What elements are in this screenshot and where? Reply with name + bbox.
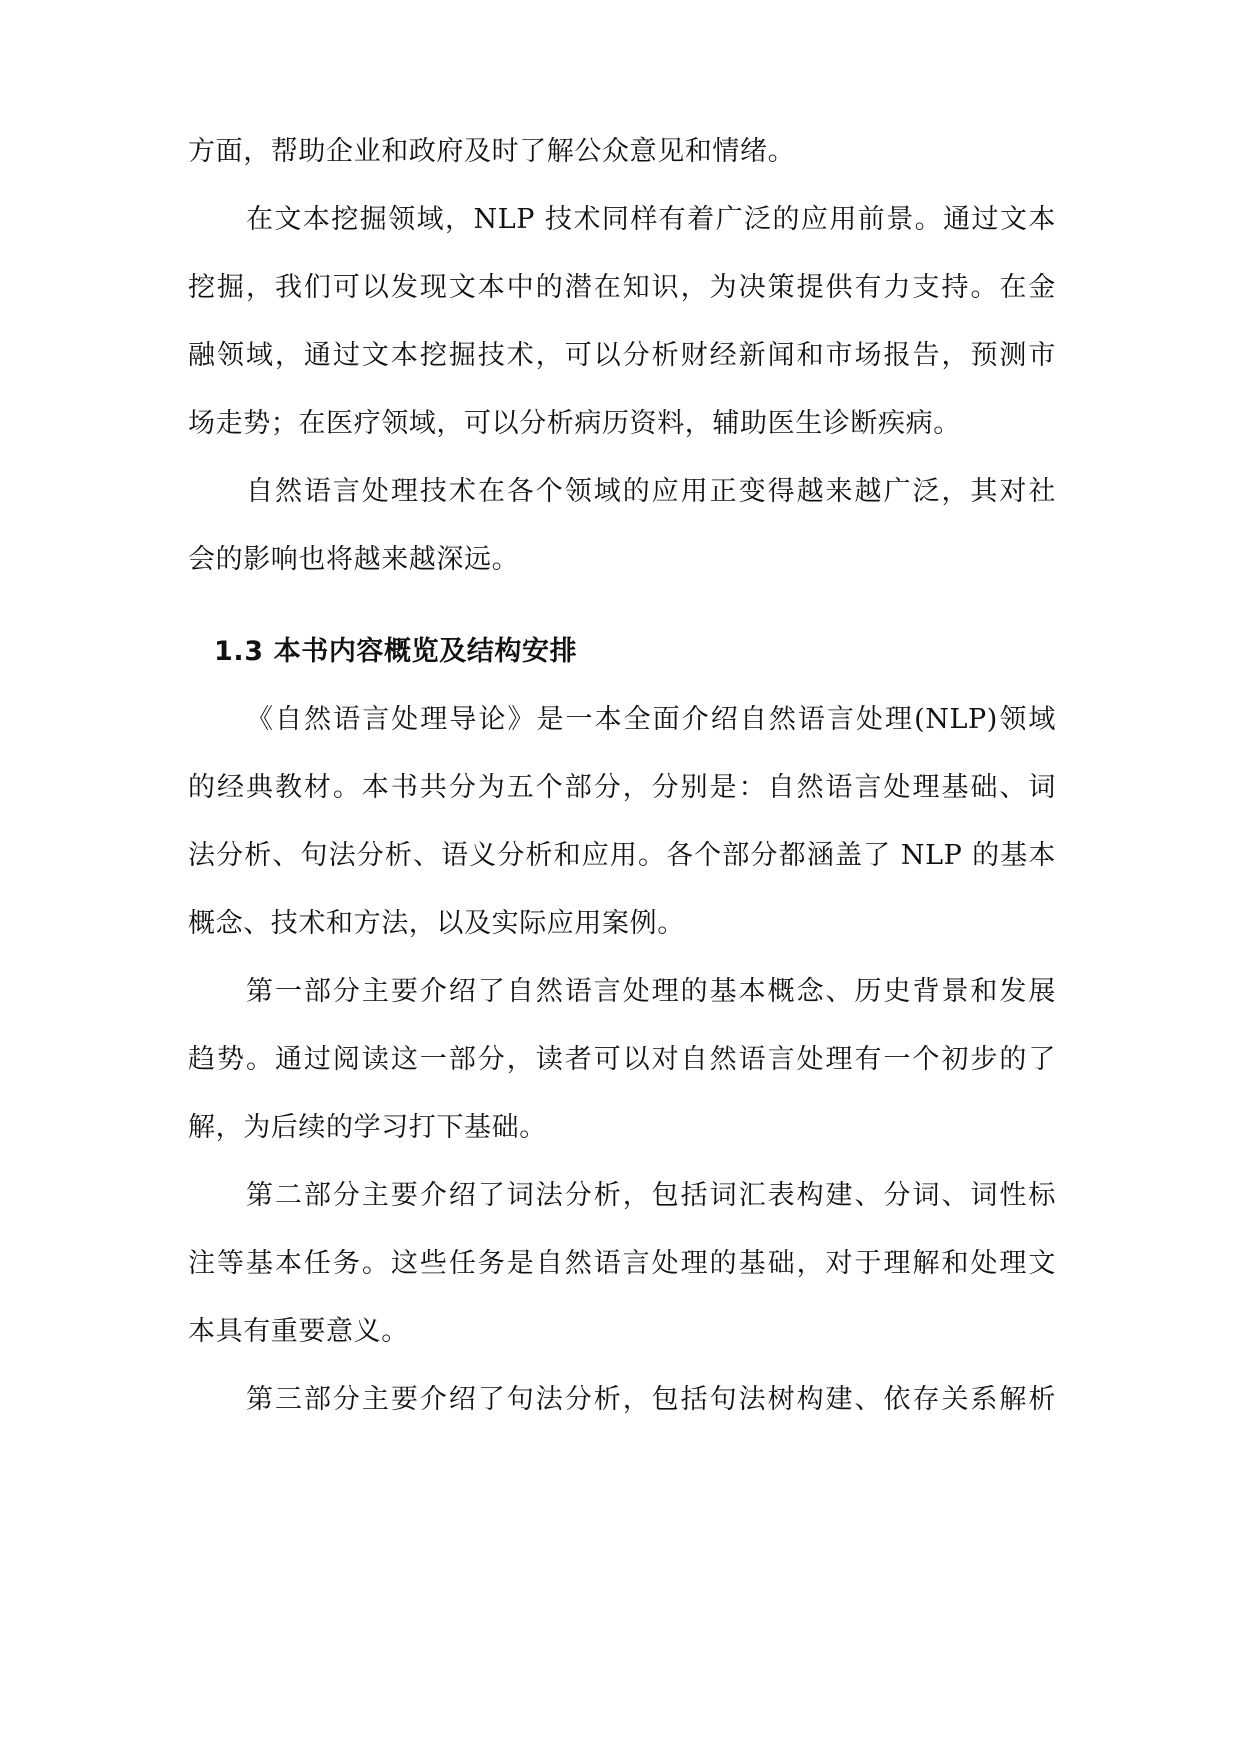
paragraph-line: 融领域，通过文本挖掘技术，可以分析财经新闻和市场报告，预测市 bbox=[188, 340, 1056, 371]
paragraph-line: 《自然语言处理导论》是一本全面介绍自然语言处理(NLP)领域 bbox=[246, 704, 1056, 735]
paragraph-line: 方面，帮助企业和政府及时了解公众意见和情绪。 bbox=[188, 136, 796, 167]
section-heading: 1.3 本书内容概览及结构安排 bbox=[214, 636, 578, 667]
paragraph-line: 趋势。通过阅读这一部分，读者可以对自然语言处理有一个初步的了 bbox=[188, 1044, 1056, 1075]
paragraph-line: 法分析、句法分析、语义分析和应用。各个部分都涵盖了 NLP 的基本 bbox=[188, 840, 1056, 871]
paragraph-line: 本具有重要意义。 bbox=[188, 1316, 409, 1347]
paragraph-line: 注等基本任务。这些任务是自然语言处理的基础，对于理解和处理文 bbox=[188, 1248, 1056, 1279]
paragraph-line: 的经典教材。本书共分为五个部分，分别是：自然语言处理基础、词 bbox=[188, 772, 1056, 803]
paragraph-line: 挖掘，我们可以发现文本中的潜在知识，为决策提供有力支持。在金 bbox=[188, 272, 1056, 303]
paragraph-line: 自然语言处理技术在各个领域的应用正变得越来越广泛，其对社 bbox=[246, 476, 1056, 507]
paragraph-line: 在文本挖掘领域，NLP 技术同样有着广泛的应用前景。通过文本 bbox=[246, 204, 1056, 235]
paragraph-line: 解，为后续的学习打下基础。 bbox=[188, 1112, 547, 1143]
paragraph-line: 场走势；在医疗领域，可以分析病历资料，辅助医生诊断疾病。 bbox=[188, 408, 961, 439]
paragraph-line: 会的影响也将越来越深远。 bbox=[188, 544, 520, 575]
paragraph-line: 第二部分主要介绍了词法分析，包括词汇表构建、分词、词性标 bbox=[246, 1180, 1056, 1211]
paragraph-line: 第一部分主要介绍了自然语言处理的基本概念、历史背景和发展 bbox=[246, 976, 1056, 1007]
paragraph-line: 概念、技术和方法，以及实际应用案例。 bbox=[188, 908, 685, 939]
paragraph-line: 第三部分主要介绍了句法分析，包括句法树构建、依存关系解析 bbox=[246, 1384, 1056, 1415]
